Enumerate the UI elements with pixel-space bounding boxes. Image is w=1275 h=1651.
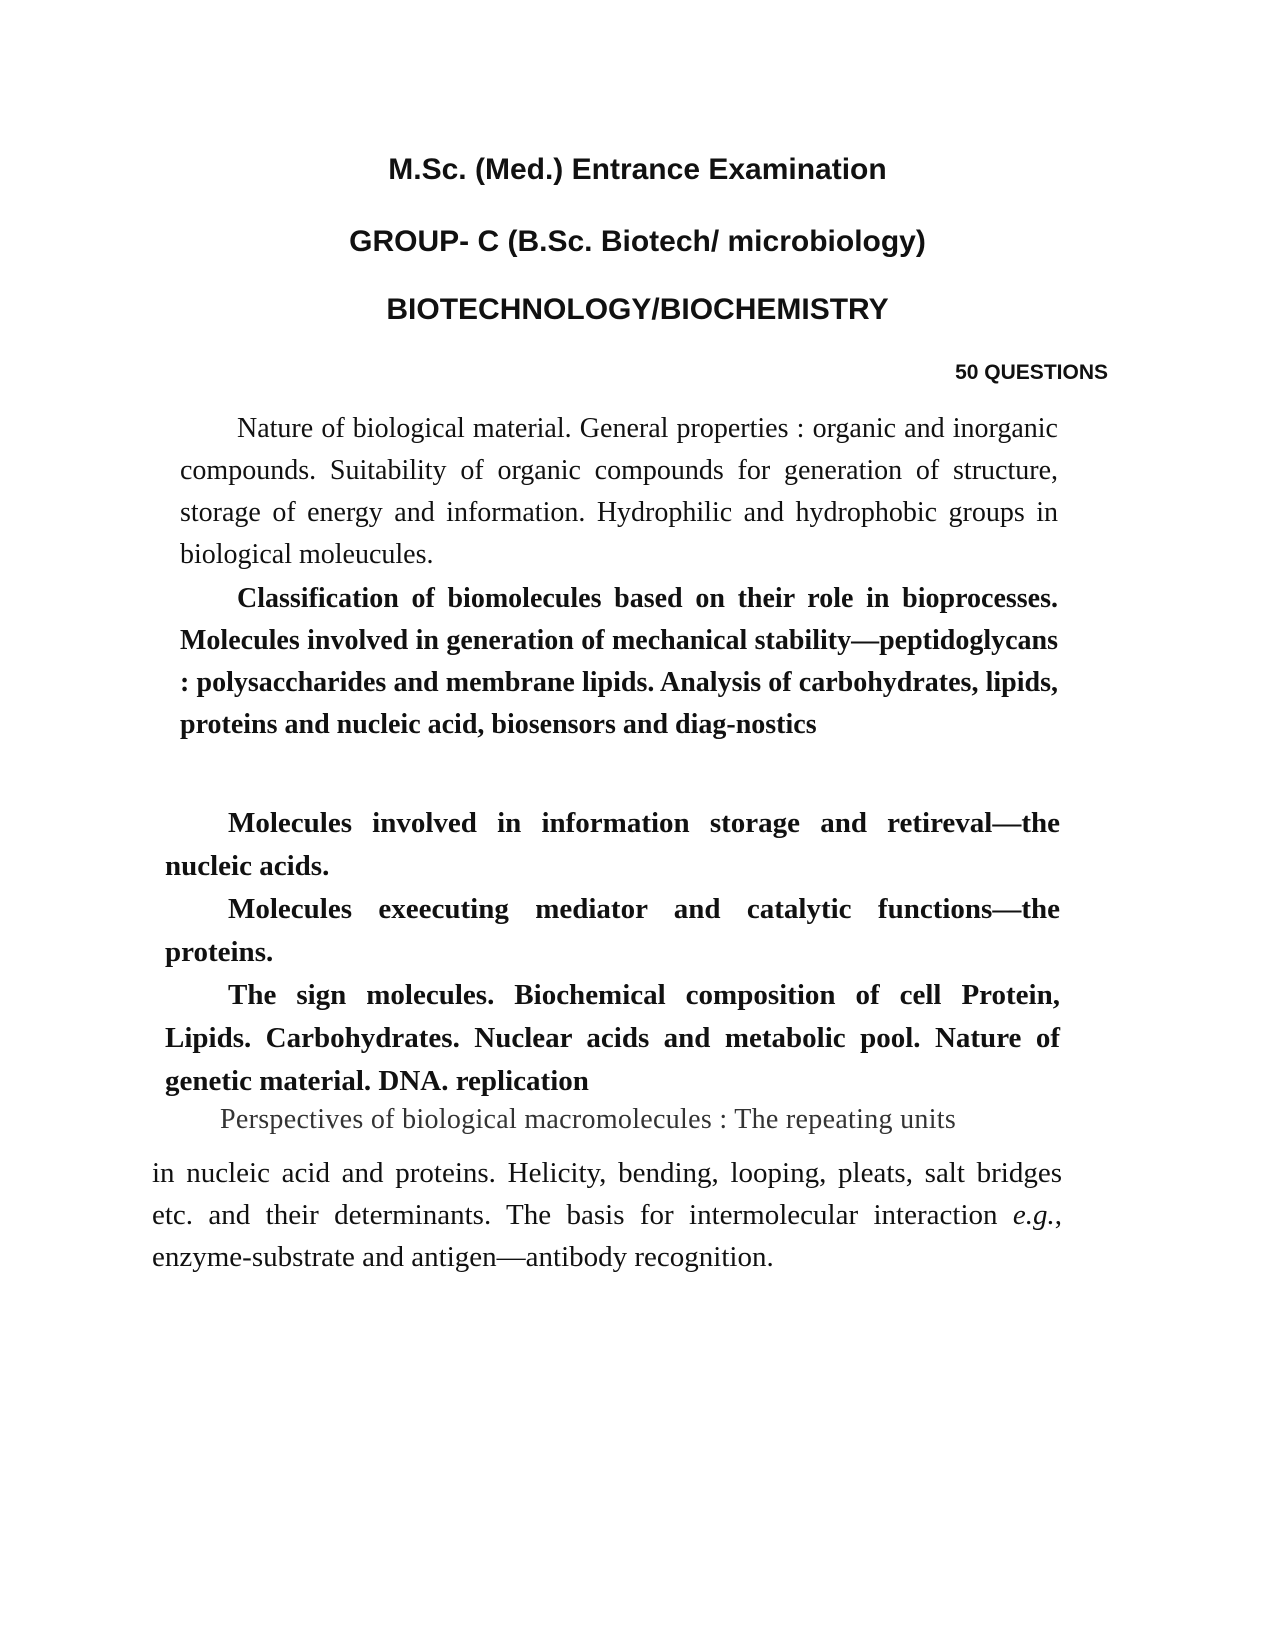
syllabus-paragraph-classification: Classification of biomolecules based on their role in bioprocesses. Molecules involved in generation of mechanical stability—peptidoglycans : polysaccharides and membrane lipids. Analysis of carbohydrates, lipids, proteins and nucleic acid, biosensors and diag-nostics	[180, 583, 1058, 740]
syllabus-paragraph-mediator-functions: Molecules exeecuting mediator and catalytic functions—the proteins.	[165, 893, 1060, 968]
group-heading: GROUP- C (B.Sc. Biotech/ microbiology)	[349, 225, 926, 258]
subject-heading: BIOTECHNOLOGY/BIOCHEMISTRY	[386, 293, 889, 326]
syllabus-paragraph-sign-molecules: The sign molecules. Biochemical composition of cell Protein, Lipids. Carbohydrates. Nuclear acids and metabolic pool. Nature of genetic material. DNA. replication	[165, 979, 1060, 1097]
syllabus-paragraph-nature: Nature of biological material. General properties : organic and inorganic compounds. Suitability of organic compounds for generation of structure, storage of energy and information. Hydrophilic and hydrophobic groups in biological moleucules.	[180, 413, 1058, 570]
paragraph-text-italic: e.g.	[1012, 1199, 1055, 1231]
question-count: 50 QUESTIONS	[955, 361, 1108, 384]
paragraph-text-start: in nucleic acid and proteins. Helicity, bending, looping, pleats, salt bridges etc. and their determinants. The basis for intermolecular interaction	[152, 1157, 1062, 1231]
syllabus-paragraph-nucleic-protein-structure	[152, 1152, 1062, 1278]
exam-title: M.Sc. (Med.) Entrance Examination	[388, 153, 887, 186]
syllabus-paragraph-perspectives: Perspectives of biological macromolecules : The repeating units	[220, 1104, 957, 1135]
syllabus-paragraph-information-storage: Molecules involved in information storage and retireval—the nucleic acids.	[165, 807, 1060, 882]
paragraph-text-end: , enzyme-substrate and antigen—antibody recognition.	[152, 1199, 1062, 1273]
